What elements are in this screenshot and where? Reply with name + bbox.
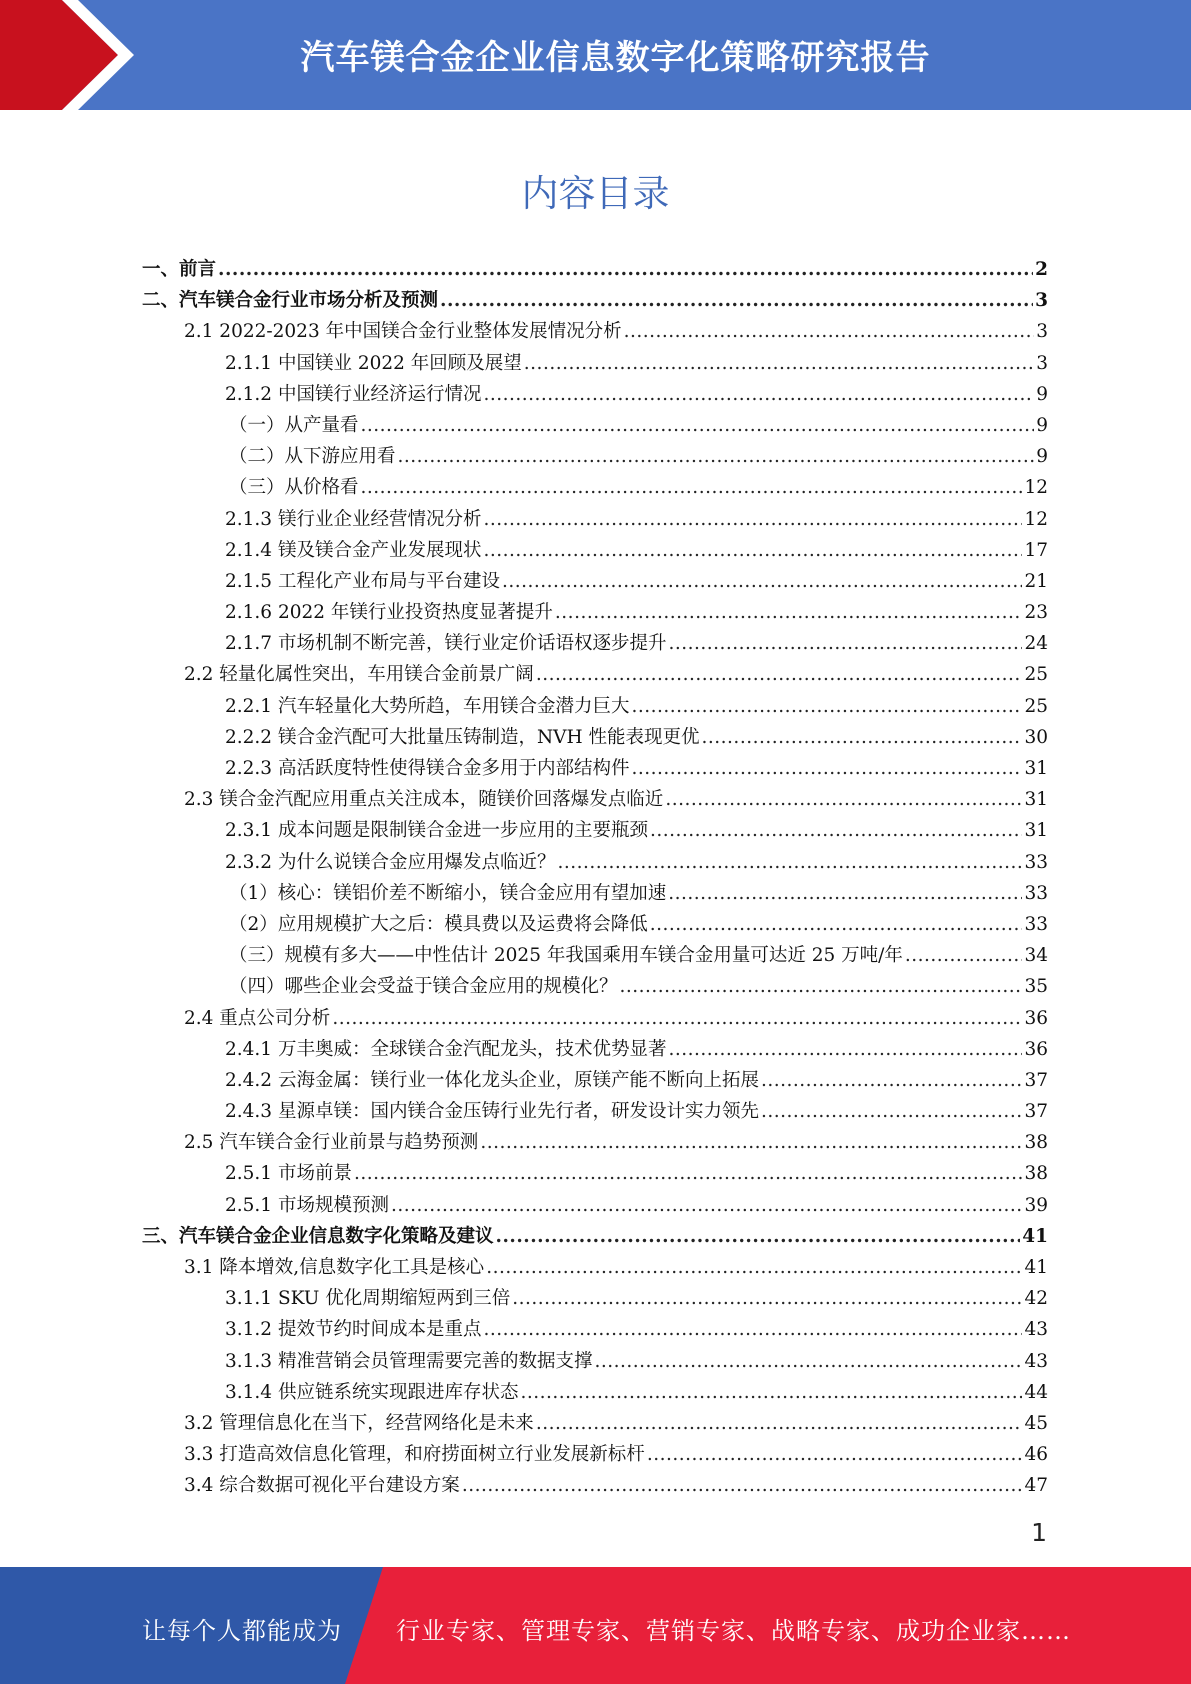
- toc-entry[interactable]: [142, 316, 1048, 347]
- toc-entry-title: 3.1.3 精准营销会员管理需要完善的数据支撑: [225, 1350, 593, 1372]
- toc-entry-page: 31: [1024, 820, 1048, 842]
- toc-leader-dots: [483, 1314, 1022, 1345]
- toc-leader-dots: [512, 1283, 1022, 1314]
- report-title: 汽车镁合金企业信息数字化策略研究报告: [300, 38, 931, 78]
- toc-entry-page: 39: [1024, 1194, 1048, 1216]
- toc-entry-page: 12: [1024, 477, 1048, 499]
- toc-entry[interactable]: [142, 1377, 1048, 1408]
- toc-entry-title: 2.2.2 镁合金汽配可大批量压铸制造，NVH 性能表现更优: [225, 726, 700, 748]
- toc-entry[interactable]: [142, 1470, 1048, 1501]
- toc-entry[interactable]: [142, 1065, 1048, 1096]
- toc-entry[interactable]: [142, 722, 1048, 753]
- toc-entry-title: 3.1.1 SKU 优化周期缩短两到三倍: [225, 1288, 511, 1310]
- toc-entry-page: 17: [1024, 539, 1048, 561]
- toc-entry[interactable]: [142, 410, 1048, 441]
- toc-entry-page: 9: [1036, 414, 1048, 436]
- toc-entry-title: 2.1.5 工程化产业布局与平台建设: [225, 570, 500, 592]
- toc-entry-title: 二、汽车镁合金行业市场分析及预测: [142, 290, 439, 312]
- toc-leader-dots: [624, 316, 1035, 347]
- toc-entry-page: 25: [1024, 664, 1048, 686]
- toc-leader-dots: [332, 1003, 1022, 1034]
- toc-entry-page: 30: [1024, 726, 1048, 748]
- toc-entry[interactable]: [142, 504, 1048, 535]
- toc-heading: 内容目录: [521, 172, 670, 215]
- toc-entry[interactable]: [142, 285, 1048, 316]
- toc-entry-page: 41: [1024, 1257, 1048, 1278]
- toc-entry[interactable]: [142, 815, 1048, 846]
- toc-entry[interactable]: [142, 784, 1048, 815]
- toc-entry-page: 45: [1024, 1412, 1048, 1434]
- toc-entry[interactable]: [142, 1439, 1048, 1470]
- toc-entry-title: 3.1 降本增效,信息数字化工具是核心: [184, 1257, 485, 1278]
- toc-entry[interactable]: [142, 878, 1048, 909]
- toc-entry-page: 34: [1024, 945, 1048, 967]
- toc-leader-dots: [665, 784, 1022, 815]
- toc-entry-title: （二）从下游应用看: [229, 446, 396, 468]
- toc-leader-dots: [483, 504, 1022, 535]
- report-header: [0, 0, 1191, 110]
- toc-leader-dots: [391, 1190, 1022, 1221]
- toc-entry-title: 2.1.6 2022 年镁行业投资热度显著提升: [225, 602, 553, 624]
- toc-leader-dots: [486, 1252, 1022, 1283]
- toc-entry[interactable]: [142, 254, 1048, 285]
- toc-entry-page: 33: [1024, 851, 1048, 873]
- toc-leader-dots: [536, 659, 1023, 690]
- toc-leader-dots: [631, 753, 1022, 784]
- toc-entry[interactable]: [142, 1127, 1048, 1158]
- toc-leader-dots: [668, 878, 1022, 909]
- toc-entry-page: 3: [1036, 352, 1048, 374]
- toc-entry-page: 3: [1036, 321, 1048, 343]
- toc-leader-dots: [218, 254, 1033, 285]
- toc-leader-dots: [668, 1034, 1022, 1065]
- toc-entry-page: 9: [1036, 383, 1048, 405]
- toc-leader-dots: [647, 1439, 1023, 1470]
- footer-banner: [0, 1567, 1191, 1684]
- toc-entry-page: 9: [1036, 446, 1048, 468]
- toc-entry-page: 12: [1024, 508, 1048, 530]
- toc-entry[interactable]: [142, 753, 1048, 784]
- toc-entry-page: 24: [1024, 633, 1048, 655]
- toc-entry[interactable]: [142, 379, 1048, 410]
- toc-entry[interactable]: [142, 1221, 1048, 1252]
- toc-entry[interactable]: [142, 1252, 1048, 1283]
- toc-entry-page: 44: [1024, 1381, 1048, 1403]
- toc-leader-dots: [496, 1221, 1021, 1252]
- toc-entry-title: 3.4 综合数据可视化平台建设方案: [184, 1475, 460, 1497]
- toc-entry-title: 2.4.2 云海金属：镁行业一体化龙头企业，原镁产能不断向上拓展: [225, 1069, 759, 1091]
- toc-entry-page: 21: [1024, 570, 1048, 592]
- toc-leader-dots: [905, 940, 1023, 971]
- toc-entry-page: 47: [1024, 1475, 1048, 1497]
- toc-leader-dots: [502, 566, 1022, 597]
- toc-leader-dots: [483, 535, 1022, 566]
- page-number: 1: [1031, 1518, 1047, 1547]
- toc-leader-dots: [761, 1065, 1022, 1096]
- toc-entry-title: （一）从产量看: [229, 414, 359, 436]
- toc-entry-title: （1）核心：镁铝价差不断缩小，镁合金应用有望加速: [229, 882, 667, 904]
- toc-entry-page: 33: [1024, 882, 1048, 904]
- toc-entry-page: 41: [1022, 1225, 1048, 1247]
- toc-entry-page: 37: [1024, 1069, 1048, 1091]
- toc-entry-title: 三、汽车镁合金企业信息数字化策略及建议: [142, 1225, 494, 1247]
- toc-leader-dots: [555, 597, 1023, 628]
- toc-entry-page: 38: [1024, 1132, 1048, 1154]
- toc-entry[interactable]: [142, 1283, 1048, 1314]
- toc-leader-dots: [480, 1127, 1022, 1158]
- toc-entry[interactable]: [142, 1408, 1048, 1439]
- toc-entry-title: 2.2.3 高活跃度特性使得镁合金多用于内部结构件: [225, 758, 630, 779]
- toc-entry[interactable]: [142, 566, 1048, 597]
- toc-leader-dots: [594, 1346, 1022, 1377]
- toc-entry-page: 38: [1024, 1163, 1048, 1185]
- toc-leader-dots: [520, 1377, 1022, 1408]
- toc-leader-dots: [668, 628, 1022, 659]
- toc-entry[interactable]: [142, 348, 1048, 379]
- toc-entry-title: 2.1.1 中国镁业 2022 年回顾及展望: [225, 352, 522, 374]
- toc-entry[interactable]: [142, 597, 1048, 628]
- toc-leader-dots: [702, 722, 1023, 753]
- toc-entry[interactable]: [142, 971, 1048, 1002]
- toc-leader-dots: [650, 815, 1022, 846]
- toc-leader-dots: [398, 441, 1035, 472]
- toc-entry-title: 2.4.1 万丰奥威：全球镁合金汽配龙头，技术优势显著: [225, 1038, 667, 1060]
- footer-slogan-right: 行业专家、管理专家、营销专家、战略专家、成功企业家……: [396, 1617, 1071, 1645]
- toc-entry-title: 2.1.4 镁及镁合金产业发展现状: [225, 539, 482, 561]
- toc-leader-dots: [483, 379, 1034, 410]
- toc-entry-title: （三）从价格看: [229, 477, 359, 499]
- toc-entry-title: 2.5 汽车镁合金行业前景与趋势预测: [184, 1132, 479, 1154]
- toc-entry-title: 2.5.1 市场前景: [225, 1163, 352, 1185]
- toc-entry-page: 2: [1035, 259, 1048, 280]
- toc-entry-page: 42: [1024, 1288, 1048, 1310]
- toc-entry-page: 35: [1024, 976, 1048, 998]
- toc-entry[interactable]: [142, 628, 1048, 659]
- toc-entry-page: 36: [1024, 1007, 1048, 1029]
- toc-entry-title: 2.3.1 成本问题是限制镁合金进一步应用的主要瓶颈: [225, 820, 648, 842]
- toc-entry-page: 43: [1024, 1319, 1048, 1341]
- toc-leader-dots: [650, 909, 1023, 940]
- toc-leader-dots: [524, 348, 1034, 379]
- toc-entry-page: 43: [1024, 1350, 1048, 1372]
- toc-entry-title: （2）应用规模扩大之后：模具费以及运费将会降低: [229, 913, 648, 935]
- toc-leader-dots: [440, 285, 1033, 316]
- toc-entry[interactable]: [142, 659, 1048, 690]
- toc-entry[interactable]: [142, 940, 1048, 971]
- toc-leader-dots: [462, 1470, 1023, 1501]
- toc-entry-page: 23: [1024, 602, 1048, 624]
- toc-entry-page: 31: [1024, 758, 1048, 779]
- table-of-contents: [142, 254, 1048, 1502]
- toc-entry-title: 2.1.3 镁行业企业经营情况分析: [225, 508, 482, 530]
- toc-entry-page: 46: [1024, 1444, 1048, 1466]
- toc-entry-title: 2.1 2022-2023 年中国镁合金行业整体发展情况分析: [184, 321, 622, 343]
- toc-entry-page: 31: [1024, 789, 1048, 811]
- toc-entry-title: 2.3 镁合金汽配应用重点关注成本，随镁价回落爆发点临近: [184, 789, 664, 811]
- toc-entry[interactable]: [142, 1190, 1048, 1221]
- toc-leader-dots: [354, 1158, 1023, 1189]
- toc-leader-dots: [631, 691, 1022, 722]
- toc-entry[interactable]: [142, 1096, 1048, 1127]
- toc-entry[interactable]: [142, 1003, 1048, 1034]
- toc-entry[interactable]: [142, 1034, 1048, 1065]
- toc-entry-title: 2.4 重点公司分析: [184, 1007, 331, 1029]
- toc-entry[interactable]: [142, 472, 1048, 503]
- toc-entry-title: 2.4.3 星源卓镁：国内镁合金压铸行业先行者，研发设计实力领先: [225, 1101, 759, 1123]
- toc-entry-title: 2.2 轻量化属性突出，车用镁合金前景广阔: [184, 664, 534, 686]
- footer-slogan-left: 让每个人都能成为: [142, 1617, 342, 1645]
- toc-entry-title: 3.1.4 供应链系统实现跟进库存状态: [225, 1381, 519, 1403]
- toc-leader-dots: [361, 410, 1035, 441]
- toc-entry[interactable]: [142, 1158, 1048, 1189]
- toc-entry-title: 3.1.2 提效节约时间成本是重点: [225, 1319, 482, 1341]
- toc-leader-dots: [557, 847, 1022, 878]
- toc-entry-title: 2.3.2 为什么说镁合金应用爆发点临近？: [225, 851, 556, 873]
- toc-entry-title: 3.3 打造高效信息化管理，和府捞面树立行业发展新标杆: [184, 1444, 645, 1466]
- toc-entry-title: 3.2 管理信息化在当下，经营网络化是未来: [184, 1412, 534, 1434]
- toc-entry-title: 2.1.7 市场机制不断完善，镁行业定价话语权逐步提升: [225, 633, 667, 655]
- toc-entry-title: （四）哪些企业会受益于镁合金应用的规模化？: [229, 976, 618, 998]
- toc-leader-dots: [536, 1408, 1023, 1439]
- toc-entry[interactable]: [142, 441, 1048, 472]
- toc-entry-title: 2.2.1 汽车轻量化大势所趋，车用镁合金潜力巨大: [225, 695, 630, 717]
- toc-entry[interactable]: [142, 535, 1048, 566]
- toc-entry-page: 33: [1024, 913, 1048, 935]
- toc-entry-page: 37: [1024, 1101, 1048, 1123]
- toc-entry-title: 2.1.2 中国镁行业经济运行情况: [225, 383, 482, 405]
- toc-entry-title: 2.5.1 市场规模预测: [225, 1194, 389, 1216]
- toc-entry-page: 25: [1024, 695, 1048, 717]
- toc-entry-title: （三）规模有多大——中性估计 2025 年我国乘用车镁合金用量可达近 25 万吨/年: [229, 945, 903, 967]
- toc-leader-dots: [620, 971, 1023, 1002]
- toc-leader-dots: [761, 1096, 1022, 1127]
- toc-entry[interactable]: [142, 1314, 1048, 1345]
- toc-entry[interactable]: [142, 847, 1048, 878]
- toc-entry[interactable]: [142, 1346, 1048, 1377]
- toc-leader-dots: [361, 472, 1023, 503]
- toc-entry[interactable]: [142, 909, 1048, 940]
- toc-entry-page: 36: [1024, 1038, 1048, 1060]
- toc-entry-page: 3: [1035, 290, 1048, 312]
- toc-entry-title: 一、前言: [142, 259, 217, 280]
- toc-entry[interactable]: [142, 691, 1048, 722]
